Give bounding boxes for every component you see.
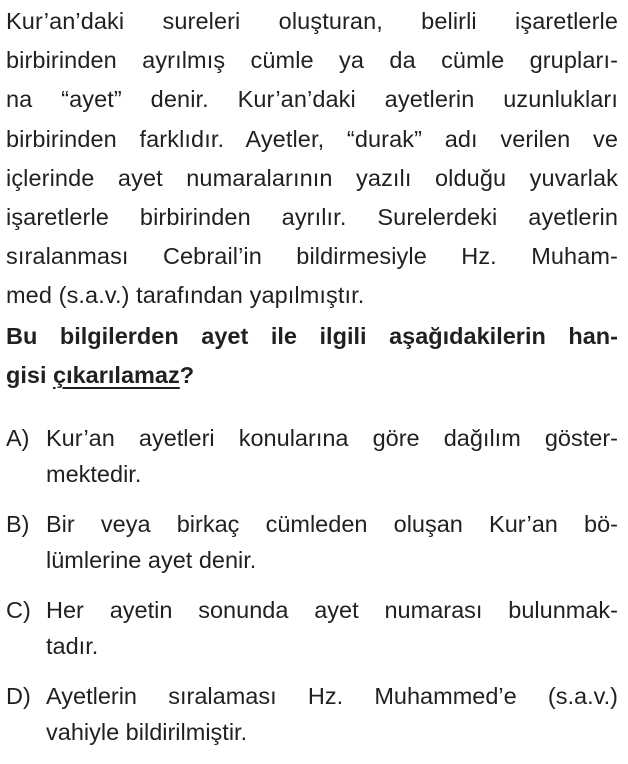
option-text xyxy=(46,506,618,578)
option-text xyxy=(46,678,618,750)
question-line-2 xyxy=(6,356,618,395)
option-letter: A) xyxy=(6,425,30,451)
option-d[interactable] xyxy=(6,678,618,750)
passage-text xyxy=(6,2,618,316)
option-letter: B) xyxy=(6,511,30,537)
passage-line: işaretlerle birbirinden ayrılır. Surelerdeki ayetlerin xyxy=(6,204,618,231)
question-stem xyxy=(6,317,618,395)
option-b[interactable] xyxy=(6,506,618,578)
question-mark: ? xyxy=(179,362,195,389)
answer-options xyxy=(6,420,618,764)
option-a[interactable] xyxy=(6,420,618,492)
option-line: mektedir. xyxy=(46,461,142,487)
option-line: tadır. xyxy=(46,633,99,659)
passage-line: med (s.a.v.) tarafından yapılmıştır. xyxy=(6,282,365,309)
question-prefix: gisi xyxy=(6,362,54,389)
passage-line: birbirinden ayrılmış cümle ya da cümle grupları- xyxy=(6,47,618,74)
option-text xyxy=(46,420,618,492)
question-line-1: Bu bilgilerden ayet ile ilgili aşağıdakilerin han- xyxy=(6,323,618,349)
passage-line: içlerinde ayet numaralarının yazılı olduğu yuvarlak xyxy=(6,164,618,191)
option-letter: D) xyxy=(6,683,31,709)
passage-line: Kur’an’daki sureleri oluşturan, belirli işaretlerle xyxy=(6,8,618,34)
option-c[interactable] xyxy=(6,592,618,664)
option-line: Her ayetin sonunda ayet numarası bulunmak- xyxy=(46,597,618,623)
passage-line: birbirinden farklıdır. Ayetler, “durak” adı verilen ve xyxy=(6,125,618,152)
option-line: Bir veya birkaç cümleden oluşan Kur’an bö- xyxy=(46,511,618,537)
option-line: Ayetlerin sıralaması Hz. Muhammed’e (s.a.v.) xyxy=(46,683,618,709)
option-line: Kur’an ayetleri konularına göre dağılım göster- xyxy=(46,425,618,451)
passage-line: sıralanması Cebrail’in bildirmesiyle Hz. Muham- xyxy=(6,243,618,270)
option-text xyxy=(46,592,618,664)
option-letter: C) xyxy=(6,597,31,623)
option-line: vahiyle bildirilmiştir. xyxy=(46,719,248,745)
passage-line: na “ayet” denir. Kur’an’daki ayetlerin uzunlukları xyxy=(6,86,618,113)
option-line: lümlerine ayet denir. xyxy=(46,547,257,573)
question-emphasis: çıkarılamaz xyxy=(53,362,180,389)
